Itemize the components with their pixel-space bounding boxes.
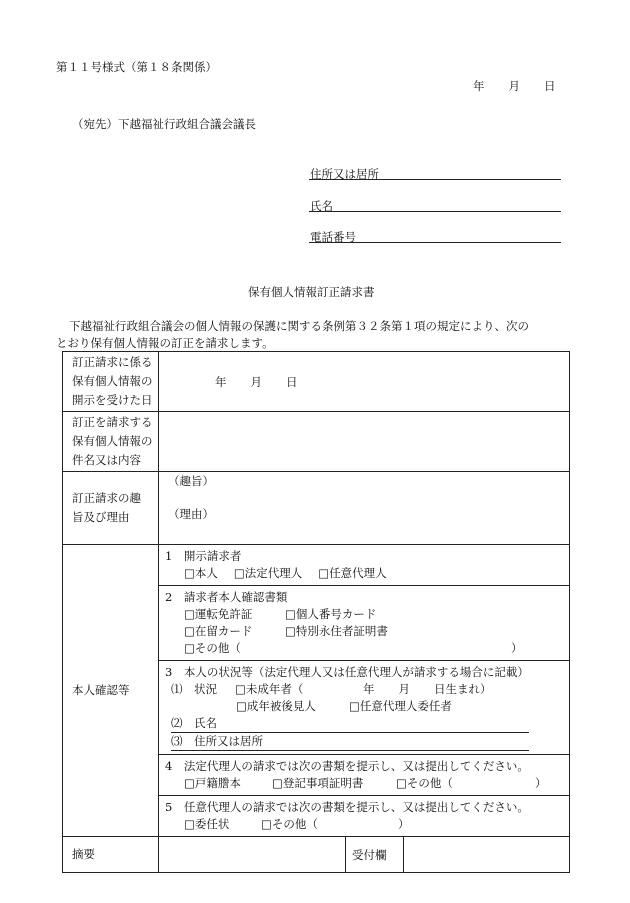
voluntary-agent-docs-title: 5 任意代理人の請求では次の書類を提示し、又は提出してください。: [165, 800, 529, 814]
checkbox-minor[interactable]: □未成年者（: [235, 682, 304, 696]
principal-name-field[interactable]: ⑵ 氏名: [171, 715, 529, 733]
checkbox-legal-agent[interactable]: □法定代理人: [233, 566, 303, 580]
checkbox-special-permanent-resident[interactable]: □特別永住者証明書: [285, 624, 388, 638]
purpose-label: 訂正請求の趣 旨及び理由: [63, 472, 159, 545]
page-title: 保有個人情報訂正請求書: [248, 285, 375, 299]
reception-field[interactable]: [404, 837, 570, 873]
checkbox-residence-card[interactable]: □在留カード: [184, 624, 253, 638]
identity-row: [63, 545, 570, 837]
id-documents-block: [159, 586, 569, 661]
info-name-row: [63, 412, 570, 472]
checkbox-other-id[interactable]: □その他（: [184, 641, 241, 655]
addressee: （宛先）下越福祉行政組合議会議長: [72, 117, 256, 131]
checkbox-family-register[interactable]: □戸籍謄本: [184, 776, 241, 790]
legal-agent-docs-title: 4 法定代理人の請求では次の書類を提示し、又は提出してください。: [165, 759, 529, 773]
checkbox-self[interactable]: □本人: [184, 566, 218, 580]
checkbox-other-legal-doc[interactable]: □その他（: [396, 776, 453, 790]
reason-label: （理由）: [168, 507, 214, 521]
month-label: 月: [508, 79, 520, 93]
reception-label: 受付欄: [346, 837, 404, 873]
minor-year: 年: [363, 682, 375, 696]
other-legal-doc-close: ）: [535, 776, 547, 790]
legal-agent-docs-block: [159, 755, 569, 796]
info-name-field[interactable]: [159, 412, 570, 472]
requester-title: 1 開示請求者: [165, 549, 242, 563]
summary-label: 摘要: [63, 837, 159, 873]
requester-block: [159, 545, 569, 586]
date-month: 月: [250, 374, 262, 389]
date-header: [473, 78, 556, 94]
phone-field[interactable]: [309, 242, 561, 243]
minor-month: 月: [398, 682, 410, 696]
checkbox-drivers-license[interactable]: □運転免許証: [184, 607, 253, 621]
checkbox-other-voluntary-doc[interactable]: □その他（: [261, 817, 318, 831]
year-label: 年: [473, 79, 485, 93]
checkbox-delegator[interactable]: □任意代理人委任者: [349, 699, 452, 713]
intro-line-1: 下越福祉行政組合議会の個人情報の保護に関する条例第３２条第１項の規定により、次の: [69, 319, 529, 333]
request-form-table: [62, 351, 570, 873]
summary-field[interactable]: [159, 837, 346, 873]
checkbox-registry-certificate[interactable]: □登記事項証明書: [272, 776, 364, 790]
checkbox-voluntary-agent[interactable]: □任意代理人: [318, 566, 387, 580]
status-label: ⑴ 状況: [171, 682, 217, 696]
identity-field: [159, 545, 570, 837]
minor-born: 日生まれ）: [434, 682, 492, 696]
name-label: 氏名: [310, 199, 333, 213]
form-number: 第１１号様式（第１８条関係）: [56, 60, 217, 74]
other-voluntary-doc-close: ）: [398, 817, 410, 831]
id-documents-title: 2 請求者本人確認書類: [165, 590, 288, 604]
checkbox-my-number-card[interactable]: □個人番号カード: [285, 607, 377, 621]
date-day: 日: [286, 374, 298, 389]
purpose-field[interactable]: [159, 472, 570, 545]
info-name-label: 訂正を請求する 保有個人情報の 件名又は内容: [63, 412, 159, 472]
principal-address-field[interactable]: ⑶ 住所又は居所: [171, 733, 529, 751]
phone-label: 電話番号: [310, 230, 356, 244]
address-label: 住所又は居所: [310, 167, 379, 181]
checkbox-adult-ward[interactable]: □成年被後見人: [236, 699, 316, 713]
purpose-row: [63, 472, 570, 545]
name-field[interactable]: [309, 211, 561, 212]
address-field[interactable]: [309, 179, 561, 180]
date-year: 年: [215, 374, 227, 389]
identity-label: 本人確認等: [63, 545, 159, 837]
summary-row: [63, 837, 570, 873]
intro-line-2: とおり保有個人情報の訂正を請求します。: [56, 336, 274, 350]
principal-status-title: 3 本人の状況等（法定代理人又は任意代理人が請求する場合に記載）: [165, 665, 529, 679]
other-id-close: ）: [511, 641, 523, 655]
day-label: 日: [544, 79, 556, 93]
disclosure-date-row: [63, 352, 570, 412]
disclosure-date-field[interactable]: [159, 352, 570, 412]
voluntary-agent-docs-block: [159, 796, 569, 836]
principal-status-block: [159, 661, 569, 755]
disclosure-date-label: 訂正請求に係る 保有個人情報の 開示を受けた日: [63, 352, 159, 412]
checkbox-power-of-attorney[interactable]: □委任状: [184, 817, 230, 831]
gist-label: （趣旨）: [168, 474, 214, 488]
